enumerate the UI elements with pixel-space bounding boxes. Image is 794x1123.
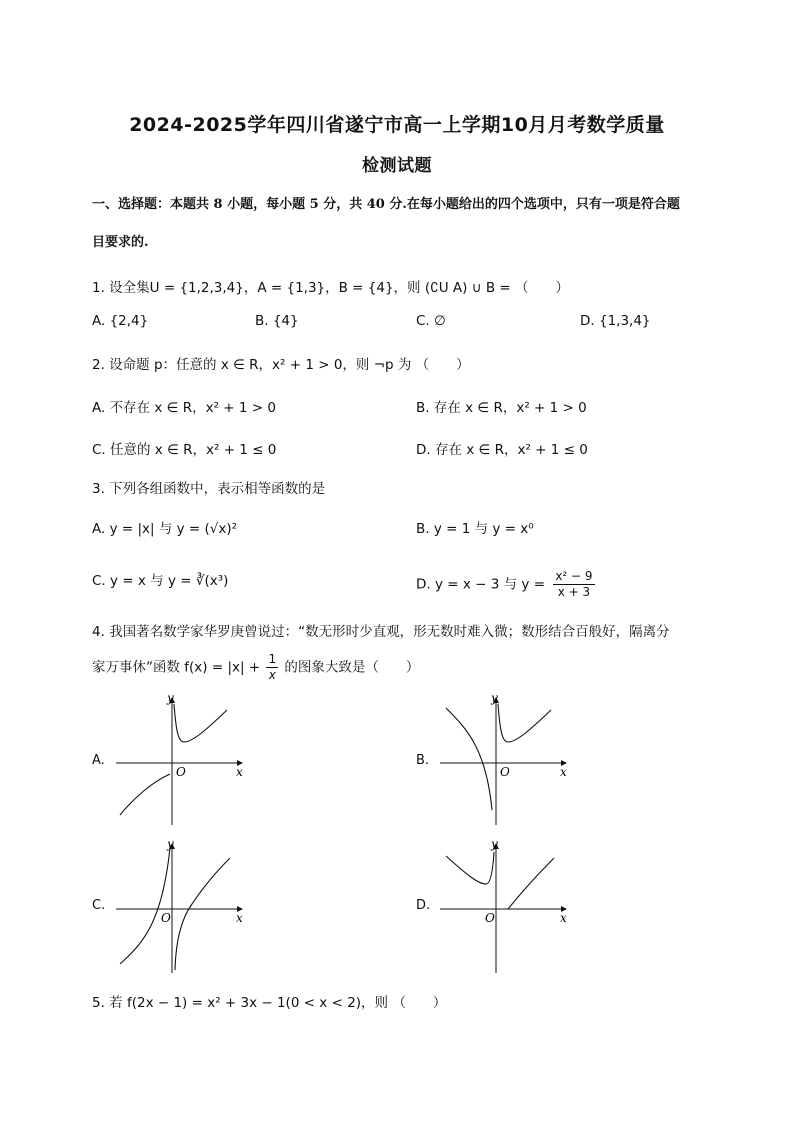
graph-label-c: C. — [92, 898, 106, 913]
curve-left-branch — [446, 708, 492, 810]
question-3-option-d-fraction — [553, 569, 594, 600]
question-4-stem-line1: 4. 我国著名数学家华罗庚曾说过：“数无形时少直观，形无数时难入微；数形结合百般好，隔离分 — [92, 624, 670, 640]
section-header: 一、选择题：本题共 8 小题，每小题 5 分，共 40 分.在每小题给出的四个选项中，只有一项是符合题 — [92, 197, 680, 212]
fraction-denominator: x + 3 — [557, 585, 591, 599]
y-axis-label: y — [491, 691, 498, 705]
fraction-numerator: x² − 9 — [555, 569, 593, 583]
curve-right-branch — [508, 858, 554, 909]
question-4-stem-line2 — [92, 652, 419, 683]
question-4-stem-suffix: 的图象大致是（ ） — [284, 659, 420, 676]
question-2-option-a: A. 不存在 x ∈ R，x² + 1 > 0 — [92, 400, 276, 416]
question-4-stem-prefix: 家万事休”函数 f(x) = |x| + — [92, 659, 261, 676]
curve-left-branch — [446, 852, 494, 884]
graph-a — [112, 690, 252, 830]
y-axis-label: y — [167, 691, 174, 705]
origin-label: O — [176, 765, 186, 779]
fraction-denominator: x — [268, 668, 276, 682]
curve-left-branch — [120, 774, 170, 815]
question-1-option-a: A. {2,4} — [92, 313, 149, 329]
question-1-option-b: B. {4} — [255, 313, 299, 329]
question-3-option-d — [416, 569, 595, 600]
graph-label-b: B. — [416, 753, 430, 768]
graph-label-d: D. — [416, 898, 431, 913]
x-axis-label: x — [236, 765, 243, 779]
origin-label: O — [485, 911, 495, 925]
graph-b — [436, 690, 576, 830]
question-2-stem: 2. 设命题 p：任意的 x ∈ R，x² + 1 > 0，则 ¬p 为 （ ） — [92, 357, 470, 373]
curve-left-branch — [120, 848, 170, 964]
origin-label: O — [161, 911, 171, 925]
curve-right-branch — [174, 704, 227, 742]
origin-label: O — [500, 765, 510, 779]
x-axis-label: x — [236, 911, 243, 925]
section-header-cont: 目要求的. — [92, 235, 149, 250]
graph-c — [112, 838, 252, 978]
question-3-option-d-prefix: D. y = x − 3 与 y = — [416, 576, 546, 593]
question-1-stem: 1. 设全集U = {1,2,3,4}，A = {1,3}，B = {4}，则 (∁U A) ∪ B = （ ） — [92, 280, 569, 296]
graph-label-a: A. — [92, 753, 105, 768]
question-3-stem: 3. 下列各组函数中，表示相等函数的是 — [92, 481, 326, 497]
page-title: 2024-2025学年四川省遂宁市高一上学期10月月考数学质量 — [129, 114, 665, 136]
y-axis-label: y — [167, 838, 174, 851]
curve-right-branch — [175, 858, 230, 970]
x-axis-label: x — [560, 765, 567, 779]
fraction-numerator: 1 — [268, 652, 277, 666]
question-3-option-b: B. y = 1 与 y = x⁰ — [416, 521, 534, 537]
question-4-fraction — [266, 652, 278, 683]
question-2-option-d: D. 存在 x ∈ R，x² + 1 ≤ 0 — [416, 442, 588, 458]
question-2-option-c: C. 任意的 x ∈ R，x² + 1 ≤ 0 — [92, 442, 277, 458]
question-5-stem: 5. 若 f(2x − 1) = x² + 3x − 1(0 < x < 2)，则 （ ） — [92, 995, 447, 1011]
question-1-option-c: C. ∅ — [416, 313, 446, 329]
y-axis-label: y — [491, 838, 498, 851]
question-1-option-d: D. {1,3,4} — [580, 313, 651, 329]
page-subtitle: 检测试题 — [362, 156, 432, 176]
curve-right-branch — [498, 704, 551, 742]
x-axis-label: x — [560, 911, 567, 925]
question-3-option-a: A. y = |x| 与 y = (√x)² — [92, 521, 238, 537]
question-3-option-c: C. y = x 与 y = ∛(x³) — [92, 573, 229, 589]
graph-d — [436, 838, 576, 978]
question-2-option-b: B. 存在 x ∈ R，x² + 1 > 0 — [416, 400, 587, 416]
